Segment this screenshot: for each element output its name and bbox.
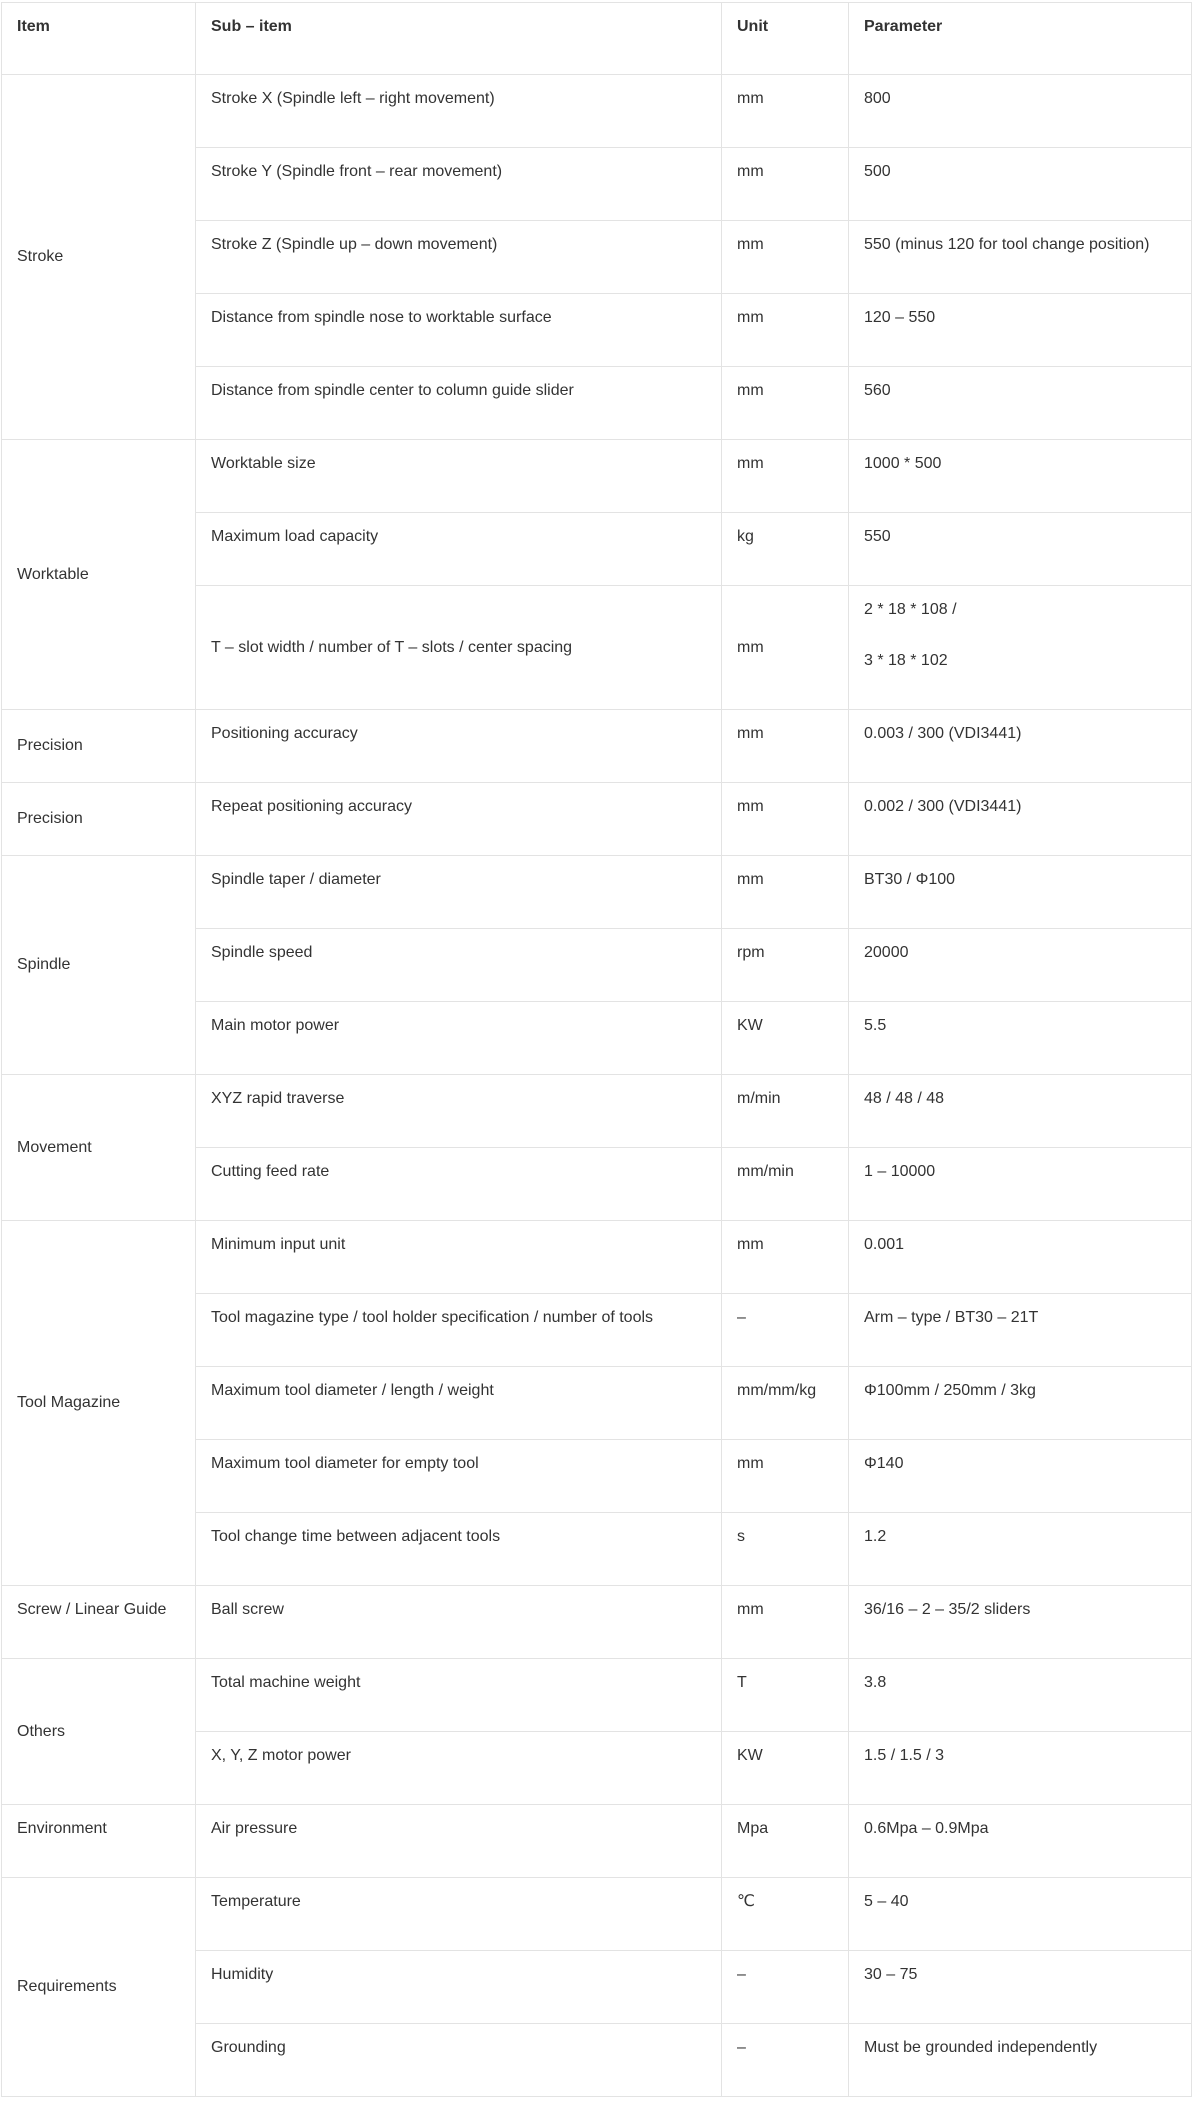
sub-item-cell: Air pressure (196, 1805, 722, 1878)
sub-item-cell: Temperature (196, 1878, 722, 1951)
parameter-cell: BT30 / Φ100 (849, 856, 1192, 929)
sub-item-cell: Stroke Z (Spindle up – down movement) (196, 221, 722, 294)
parameter-cell: 550 (849, 513, 1192, 586)
parameter-cell: 30 – 75 (849, 1951, 1192, 2024)
table-row (2, 1805, 1192, 1878)
header-sub-item: Sub – item (196, 3, 722, 75)
table-row (2, 856, 1192, 929)
unit-cell: mm (722, 783, 849, 856)
unit-cell: T (722, 1659, 849, 1732)
sub-item-cell: T – slot width / number of T – slots / center spacing (196, 586, 722, 710)
parameter-cell: 120 – 550 (849, 294, 1192, 367)
sub-item-cell: Cutting feed rate (196, 1148, 722, 1221)
unit-cell: mm (722, 1586, 849, 1659)
sub-item-cell: Positioning accuracy (196, 710, 722, 783)
table-row (2, 440, 1192, 513)
sub-item-cell: X, Y, Z motor power (196, 1732, 722, 1805)
sub-item-cell: Tool change time between adjacent tools (196, 1513, 722, 1586)
table-row (2, 1221, 1192, 1294)
group-cell-worktable: Worktable (2, 440, 196, 710)
parameter-cell: 0.001 (849, 1221, 1192, 1294)
sub-item-cell: Spindle taper / diameter (196, 856, 722, 929)
unit-cell: mm (722, 148, 849, 221)
sub-item-cell: Humidity (196, 1951, 722, 2024)
sub-item-cell: Minimum input unit (196, 1221, 722, 1294)
unit-cell: m/min (722, 1075, 849, 1148)
unit-cell: mm (722, 1221, 849, 1294)
unit-cell: Mpa (722, 1805, 849, 1878)
header-row (2, 3, 1192, 75)
table-row (2, 1075, 1192, 1148)
table-row (2, 1659, 1192, 1732)
sub-item-cell: Stroke Y (Spindle front – rear movement) (196, 148, 722, 221)
unit-cell: kg (722, 513, 849, 586)
unit-cell: mm (722, 856, 849, 929)
unit-cell: mm (722, 221, 849, 294)
parameter-line: 2 * 18 * 108 / (864, 601, 957, 618)
unit-cell: mm (722, 367, 849, 440)
unit-cell: s (722, 1513, 849, 1586)
sub-item-cell: Total machine weight (196, 1659, 722, 1732)
parameter-cell: Must be grounded independently (849, 2024, 1192, 2097)
unit-cell: – (722, 1294, 849, 1367)
unit-cell: mm/min (722, 1148, 849, 1221)
unit-cell: ℃ (722, 1878, 849, 1951)
group-cell-screw-linear-guide: Screw / Linear Guide (2, 1586, 196, 1659)
parameter-cell: 48 / 48 / 48 (849, 1075, 1192, 1148)
parameter-cell: Φ140 (849, 1440, 1192, 1513)
group-cell-requirements: Requirements (2, 1878, 196, 2097)
parameter-line: 3 * 18 * 102 (864, 652, 948, 669)
parameter-cell: 20000 (849, 929, 1192, 1002)
parameter-cell: 1.2 (849, 1513, 1192, 1586)
unit-cell: – (722, 1951, 849, 2024)
group-cell-spindle: Spindle (2, 856, 196, 1075)
sub-item-cell: Tool magazine type / tool holder specification / number of tools (196, 1294, 722, 1367)
unit-cell: rpm (722, 929, 849, 1002)
unit-cell: mm (722, 440, 849, 513)
sub-item-cell: Worktable size (196, 440, 722, 513)
sub-item-cell: Grounding (196, 2024, 722, 2097)
group-cell-movement: Movement (2, 1075, 196, 1221)
sub-item-cell: XYZ rapid traverse (196, 1075, 722, 1148)
unit-cell: KW (722, 1002, 849, 1075)
parameter-cell: 800 (849, 75, 1192, 148)
parameter-cell: 36/16 – 2 – 35/2 sliders (849, 1586, 1192, 1659)
sub-item-cell: Spindle speed (196, 929, 722, 1002)
parameter-cell: 1000 * 500 (849, 440, 1192, 513)
parameter-cell: 0.6Mpa – 0.9Mpa (849, 1805, 1192, 1878)
group-cell-tool-magazine: Tool Magazine (2, 1221, 196, 1586)
unit-cell: – (722, 2024, 849, 2097)
group-cell-stroke: Stroke (2, 75, 196, 440)
header-unit: Unit (722, 3, 849, 75)
table-row (2, 1878, 1192, 1951)
sub-item-cell: Repeat positioning accuracy (196, 783, 722, 856)
table-row (2, 710, 1192, 783)
parameter-cell: 560 (849, 367, 1192, 440)
group-cell-others: Others (2, 1659, 196, 1805)
sub-item-cell: Stroke X (Spindle left – right movement) (196, 75, 722, 148)
sub-item-cell: Maximum load capacity (196, 513, 722, 586)
unit-cell: mm (722, 1440, 849, 1513)
parameter-cell: Φ100mm / 250mm / 3kg (849, 1367, 1192, 1440)
sub-item-cell: Maximum tool diameter for empty tool (196, 1440, 722, 1513)
unit-cell: mm (722, 710, 849, 783)
sub-item-cell: Main motor power (196, 1002, 722, 1075)
table-row (2, 1586, 1192, 1659)
unit-cell: mm (722, 294, 849, 367)
parameter-cell: 1 – 10000 (849, 1148, 1192, 1221)
table-row (2, 75, 1192, 148)
parameter-cell: 3.8 (849, 1659, 1192, 1732)
parameter-cell: 0.002 / 300 (VDI3441) (849, 783, 1192, 856)
parameter-cell: 0.003 / 300 (VDI3441) (849, 710, 1192, 783)
unit-cell: mm (722, 75, 849, 148)
group-cell-environment: Environment (2, 1805, 196, 1878)
unit-cell: mm/mm/kg (722, 1367, 849, 1440)
table-row (2, 783, 1192, 856)
sub-item-cell: Ball screw (196, 1586, 722, 1659)
sub-item-cell: Maximum tool diameter / length / weight (196, 1367, 722, 1440)
parameter-cell: 550 (minus 120 for tool change position) (849, 221, 1192, 294)
parameter-cell: Arm – type / BT30 – 21T (849, 1294, 1192, 1367)
parameter-cell: 500 (849, 148, 1192, 221)
parameter-cell: 5 – 40 (849, 1878, 1192, 1951)
unit-cell: mm (722, 586, 849, 710)
spec-table (1, 2, 1192, 2097)
unit-cell: KW (722, 1732, 849, 1805)
parameter-cell: 5.5 (849, 1002, 1192, 1075)
header-item: Item (2, 3, 196, 75)
sub-item-cell: Distance from spindle center to column guide slider (196, 367, 722, 440)
sub-item-cell: Distance from spindle nose to worktable surface (196, 294, 722, 367)
parameter-cell (849, 586, 1192, 710)
header-parameter: Parameter (849, 3, 1192, 75)
group-cell-precision: Precision (2, 783, 196, 856)
parameter-cell: 1.5 / 1.5 / 3 (849, 1732, 1192, 1805)
group-cell-precision: Precision (2, 710, 196, 783)
